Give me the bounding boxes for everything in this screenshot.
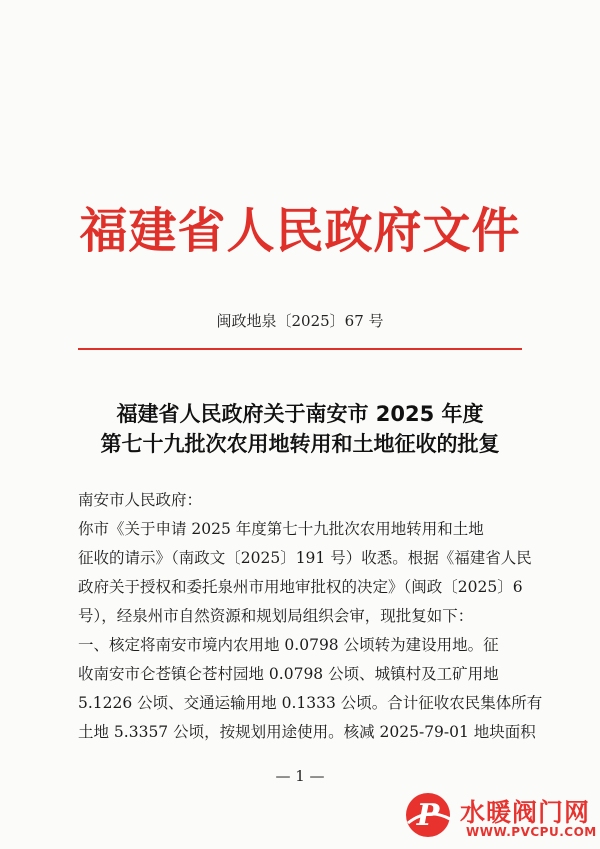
document-title-line-2: 第七十九批次农用地转用和土地征收的批复 bbox=[100, 432, 500, 456]
site-watermark bbox=[394, 785, 597, 845]
red-divider-line bbox=[78, 348, 522, 350]
body-line: 5.1226 公顷、交通运输用地 0.1333 公顷。合计征收农民集体所有 bbox=[78, 694, 543, 712]
logo-letter: P bbox=[416, 798, 440, 833]
body-line: 收南安市仑苍镇仑苍村园地 0.0798 公顷、城镇村及工矿用地 bbox=[78, 665, 499, 683]
body-line: 号），经泉州市自然资源和规划局组织会审，现批复如下： bbox=[78, 607, 474, 625]
document-title-line-1: 福建省人民政府关于南安市 2025 年度 bbox=[116, 402, 484, 426]
body-line: 政府关于授权和委托泉州市用地审批权的决定》（闽政〔2025〕6 bbox=[78, 578, 523, 596]
page-number: — 1 — bbox=[275, 767, 325, 785]
body-line: 一、核定将南安市境内农用地 0.0798 公顷转为建设用地。征 bbox=[78, 636, 499, 654]
pvcpu-logo-icon bbox=[402, 789, 454, 841]
body-line: 你市《关于申请 2025 年度第七十九批次农用地转用和土地 bbox=[78, 520, 484, 538]
watermark-site-name: 水暖阀门网 bbox=[460, 798, 591, 827]
body-line-salutation: 南安市人民政府： bbox=[78, 491, 203, 509]
document-number: 闽政地泉〔2025〕67 号 bbox=[216, 312, 384, 330]
watermark-site-url: WWW.PVCPU.COM bbox=[466, 825, 597, 839]
body-line: 土地 5.3357 公顷，按规划用途使用。核减 2025-79-01 地块面积 bbox=[78, 723, 536, 741]
body-line: 征收的请示》（南政文〔2025〕191 号）收悉。根据《福建省人民 bbox=[78, 549, 532, 567]
document-header-title: 福建省人民政府文件 bbox=[79, 203, 521, 259]
